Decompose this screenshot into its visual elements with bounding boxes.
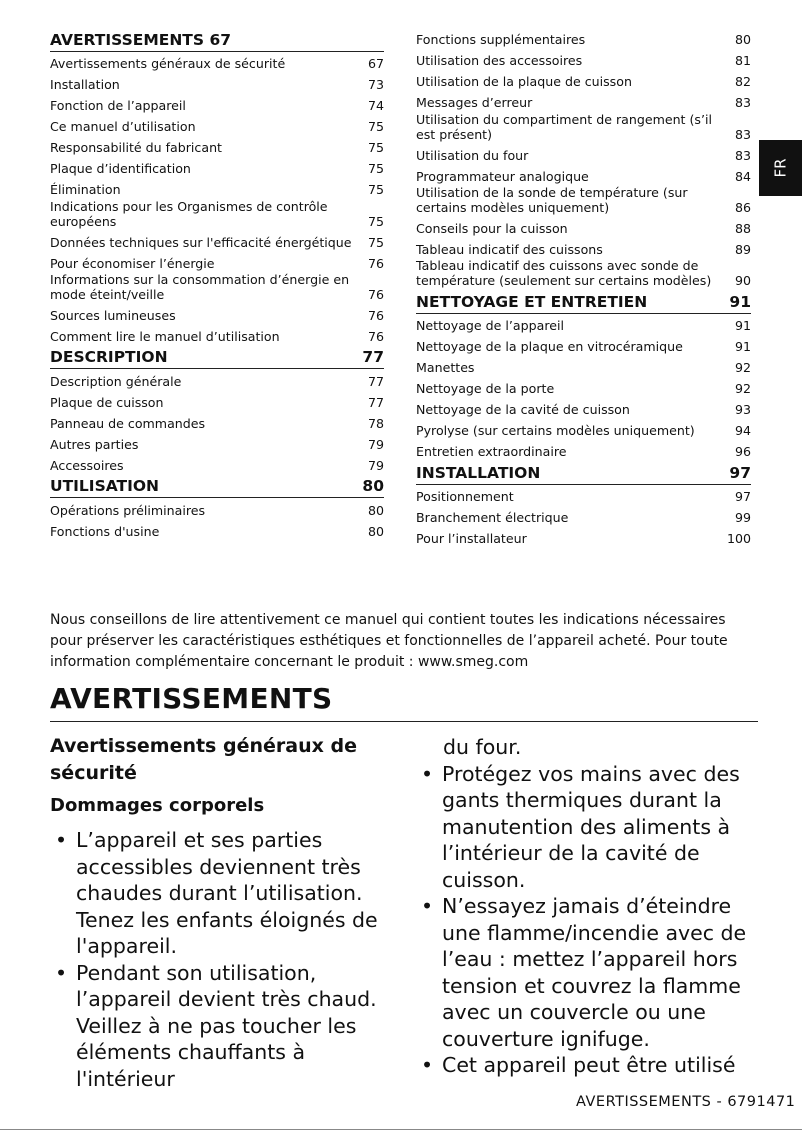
toc-entry-page: 77 <box>367 373 384 389</box>
toc-entry-page: 75 <box>367 182 384 198</box>
toc-entry-page: 83 <box>734 95 751 111</box>
toc-entry-title: Installation <box>50 77 120 93</box>
toc-entry[interactable] <box>416 70 751 91</box>
toc-section-heading[interactable] <box>416 290 751 314</box>
toc-entry-page: 78 <box>367 415 384 431</box>
toc-entry[interactable] <box>416 377 751 398</box>
toc-entry[interactable] <box>50 199 384 230</box>
section-heading: Avertissements généraux de sécurité <box>50 735 357 784</box>
language-tab-label: FR <box>771 158 790 178</box>
toc-entry[interactable] <box>416 258 751 289</box>
toc-entry[interactable] <box>416 356 751 377</box>
toc-entry[interactable] <box>50 178 384 199</box>
toc-entry[interactable] <box>50 251 384 272</box>
toc-entry-page: 100 <box>726 530 751 546</box>
toc-entry-title: Messages d’erreur <box>416 95 533 111</box>
toc-entry[interactable] <box>50 390 384 411</box>
toc-entry[interactable] <box>416 49 751 70</box>
toc-entry-title: Comment lire le manuel d’utilisation <box>50 328 280 344</box>
warning-item: • N’essayez jamais d’éteindre une flamme/incendie avec de l’eau : mettez l’appareil hors tension et couvrez la flamme avec un couvercle ou une couverture ignifuge. <box>416 893 762 1052</box>
toc-entry-title: Avertissements généraux de sécurité <box>50 56 286 72</box>
toc-entry-title: Tableau indicatif des cuissons <box>416 241 603 257</box>
toc-entry-title: Positionnement <box>416 488 514 504</box>
toc-entry[interactable] <box>50 324 384 345</box>
intro-paragraph: Nous conseillons de lire attentivement ce manuel qui contient toutes les indications nécessaires pour préserver les caractéristiques esthétiques et fonctionnelles de l’appareil acheté. Pour toute information complémentaire concernant le produit : www.smeg.com <box>50 612 728 670</box>
language-tab <box>759 140 802 196</box>
toc-entry-title: Nettoyage de la plaque en vitrocéramique <box>416 338 683 354</box>
toc-entry[interactable] <box>416 485 751 506</box>
toc-entry-title: UTILISATION <box>50 477 160 496</box>
page-footer: AVERTISSEMENTS - 6791471 <box>576 1094 796 1110</box>
toc-entry[interactable] <box>50 432 384 453</box>
toc-entry-page: 74 <box>367 98 384 114</box>
toc-entry-title: Panneau de commandes <box>50 415 206 431</box>
toc-entry-page: 92 <box>734 359 751 375</box>
toc-entry-title: Opérations préliminaires <box>50 502 206 518</box>
warning-list-left <box>50 827 390 1092</box>
toc-entry-title: Utilisation des accessoires <box>416 53 583 69</box>
subsection-heading: Dommages corporels <box>50 795 265 816</box>
toc-entry-page: 91 <box>734 338 751 354</box>
toc-entry-title: Tableau indicatif des cuissons avec sonde de température (seulement sur certains modèles) <box>416 258 712 288</box>
toc-entry-title: Pour économiser l’énergie <box>50 255 215 271</box>
toc-entry-title: Fonctions supplémentaires <box>416 32 586 48</box>
toc-entry-page: 80 <box>367 502 384 518</box>
toc-entry[interactable] <box>50 519 384 540</box>
toc-entry-title: Nettoyage de la cavité de cuisson <box>416 401 630 417</box>
toc-entry-page: 92 <box>734 380 751 396</box>
toc-entry[interactable] <box>416 527 751 548</box>
toc-entry-page: 73 <box>367 77 384 93</box>
right-text-column <box>416 734 762 1079</box>
toc-entry-page: 91 <box>729 292 751 311</box>
toc-entry-page: 94 <box>734 422 751 438</box>
toc-entry-title: Fonction de l’appareil <box>50 98 186 114</box>
toc-section-heading[interactable] <box>416 461 751 485</box>
toc-entry-title: Plaque d’identification <box>50 161 191 177</box>
toc-entry-page: 90 <box>734 272 751 288</box>
page-title: AVERTISSEMENTS <box>50 680 758 722</box>
toc-entry-title: Utilisation du four <box>416 147 529 163</box>
toc-entry[interactable] <box>416 440 751 461</box>
warning-item: • L’appareil et ses parties accessibles deviennent très chaudes durant l’utilisation. Tenez les enfants éloignés de l'appareil. <box>50 827 390 960</box>
toc-right-column <box>416 28 751 548</box>
toc-entry-title: Nettoyage de la porte <box>416 380 555 396</box>
toc-entry-title: Utilisation du compartiment de rangement (s’il est présent) <box>416 112 712 142</box>
toc-entry[interactable] <box>416 314 751 335</box>
toc-entry-page: 79 <box>367 436 384 452</box>
toc-entry-page: 76 <box>367 255 384 271</box>
toc-entry[interactable] <box>416 28 751 49</box>
toc-entry-title: Pyrolyse (sur certains modèles uniquement) <box>416 422 695 438</box>
toc-entry-page: 75 <box>367 119 384 135</box>
bottom-divider <box>0 1129 802 1130</box>
toc-entry[interactable] <box>416 91 751 112</box>
toc-entry-page: 93 <box>734 401 751 417</box>
toc-entry-page: 91 <box>734 317 751 333</box>
continued-text: du four. <box>443 735 522 759</box>
toc-entry-title: Entretien extraordinaire <box>416 443 567 459</box>
toc-entry[interactable] <box>50 411 384 432</box>
toc-entry-title: Accessoires <box>50 457 124 473</box>
toc-entry[interactable] <box>416 419 751 440</box>
left-text-column <box>50 733 390 1092</box>
toc-entry-page: 83 <box>734 126 751 142</box>
toc-entry[interactable] <box>50 94 384 115</box>
toc-entry-title: Programmateur analogique <box>416 168 589 184</box>
toc-entry[interactable] <box>416 185 751 216</box>
toc-entry-page: 97 <box>729 463 751 482</box>
toc-entry-page: 80 <box>367 523 384 539</box>
toc-entry-page: 81 <box>734 53 751 69</box>
toc-entry-title: Description générale <box>50 373 182 389</box>
toc-entry-title: Sources lumineuses <box>50 307 176 323</box>
toc-entry-title: Branchement électrique <box>416 509 569 525</box>
toc-entry[interactable] <box>416 398 751 419</box>
toc-entry-title: AVERTISSEMENTS 67 <box>50 31 232 49</box>
toc-entry-page: 97 <box>734 488 751 504</box>
toc-entry-title: Autres parties <box>50 436 139 452</box>
toc-entry-title: Responsabilité du fabricant <box>50 140 222 156</box>
toc-entry-title: Plaque de cuisson <box>50 394 164 410</box>
toc-entry-page: 79 <box>367 457 384 473</box>
toc-entry-page: 89 <box>734 241 751 257</box>
toc-entry[interactable] <box>50 230 384 251</box>
toc-entry-page: 83 <box>734 147 751 163</box>
toc-entry-title: DESCRIPTION <box>50 348 168 367</box>
toc-entry-title: Pour l’installateur <box>416 530 527 546</box>
toc-entry-page: 86 <box>734 199 751 215</box>
warning-item: • Protégez vos mains avec des gants thermiques durant la manutention des aliments à l’intérieur de la cavité de cuisson. <box>416 761 762 894</box>
toc-entry-page: 80 <box>362 477 384 496</box>
toc-entry-page: 75 <box>367 161 384 177</box>
toc-entry[interactable] <box>416 143 751 164</box>
toc-entry[interactable] <box>50 52 384 73</box>
toc-entry-title: Manettes <box>416 359 475 375</box>
toc-entry[interactable] <box>50 498 384 519</box>
toc-entry-title: Fonctions d'usine <box>50 523 160 539</box>
toc-entry-page: 76 <box>367 307 384 323</box>
toc-entry-page: 84 <box>734 168 751 184</box>
toc-entry[interactable] <box>416 164 751 185</box>
toc-entry-page: 82 <box>734 74 751 90</box>
toc-entry-page: 75 <box>367 140 384 156</box>
warning-item: • Pendant son utilisation, l’appareil devient très chaud. Veillez à ne pas toucher les éléments chauffants à l'intérieur <box>50 960 390 1093</box>
toc-entry-page: 96 <box>734 443 751 459</box>
toc-entry[interactable] <box>416 335 751 356</box>
toc-entry[interactable] <box>50 136 384 157</box>
toc-entry[interactable] <box>50 303 384 324</box>
toc-entry[interactable] <box>50 369 384 390</box>
toc-entry[interactable] <box>416 237 751 258</box>
toc-entry[interactable] <box>416 216 751 237</box>
toc-entry-title: Indications pour les Organismes de contrôle européens <box>50 199 328 229</box>
toc-entry[interactable] <box>50 115 384 136</box>
toc-entry[interactable] <box>50 157 384 178</box>
toc-entry-page: 77 <box>362 348 384 367</box>
toc-entry-title: Nettoyage de l’appareil <box>416 317 564 333</box>
toc-section-heading[interactable] <box>50 474 384 498</box>
toc-entry-page: 76 <box>367 286 384 302</box>
toc-entry-title: Utilisation de la plaque de cuisson <box>416 74 632 90</box>
toc-entry-page: 76 <box>367 328 384 344</box>
toc-entry-title: Ce manuel d’utilisation <box>50 119 196 135</box>
toc-entry-page: 67 <box>367 56 384 72</box>
toc-entry[interactable] <box>50 73 384 94</box>
warning-list-right <box>416 761 762 1079</box>
toc-entry-page: 80 <box>734 32 751 48</box>
toc-entry-title: Élimination <box>50 182 121 198</box>
toc-entry-page: 75 <box>367 234 384 250</box>
toc-entry-title: Utilisation de la sonde de température (sur certains modèles uniquement) <box>416 185 688 215</box>
toc-left-column <box>50 28 384 540</box>
toc-entry-title: Conseils pour la cuisson <box>416 220 568 236</box>
toc-section-heading[interactable] <box>50 345 384 369</box>
toc-entry-page: 75 <box>367 213 384 229</box>
warning-item: • Cet appareil peut être utilisé <box>416 1052 762 1079</box>
toc-entry-title: Données techniques sur l'efficacité énergétique <box>50 234 352 250</box>
toc-entry[interactable] <box>416 112 751 143</box>
toc-section-heading[interactable] <box>50 28 384 52</box>
toc-entry-page: 88 <box>734 220 751 236</box>
toc-entry-page: 99 <box>734 509 751 525</box>
toc-entry-title: Informations sur la consommation d’énergie en mode éteint/veille <box>50 272 350 302</box>
toc-entry-title: INSTALLATION <box>416 463 541 482</box>
toc-entry[interactable] <box>416 506 751 527</box>
toc-entry-title: NETTOYAGE ET ENTRETIEN <box>416 292 648 311</box>
toc-entry[interactable] <box>50 272 384 303</box>
toc-entry[interactable] <box>50 453 384 474</box>
toc-entry-page: 77 <box>367 394 384 410</box>
